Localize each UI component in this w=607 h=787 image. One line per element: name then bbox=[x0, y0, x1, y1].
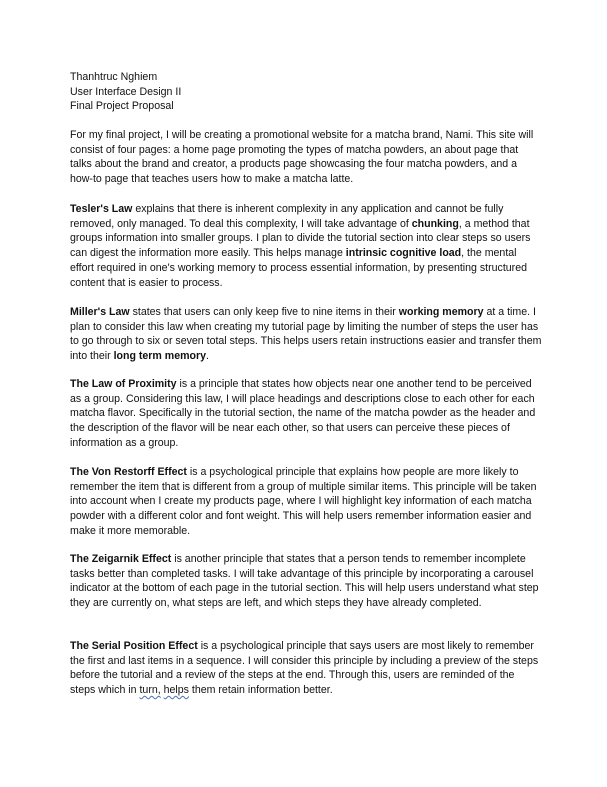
tesler-paragraph: Tesler's Law explains that there is inherent complexity in any application and cannot be fully removed, only managed. To deal this complexity, I will take advantage of chunking, a method that groups information into smaller groups. I plan to divide the tutorial section into clear steps so users can digest the information more easily. This helps manage intrinsic cognitive load, the mental effort required in one's working memory to process essential information, by presenting structured content that is easier to process. bbox=[70, 203, 531, 289]
restorff-term: The Von Restorff Effect bbox=[70, 466, 187, 478]
document-header bbox=[70, 70, 550, 114]
grammar-flag-helps: helps bbox=[163, 684, 189, 697]
long-term-memory-term: long term memory bbox=[113, 350, 206, 363]
working-memory-term: working memory bbox=[398, 306, 484, 318]
grammar-flag-turn: turn, bbox=[139, 684, 161, 697]
intro-paragraph: For my final project, I will be creating a promotional website for a matcha brand, Nami. This site will consist of four pages: a home page promoting the types of matcha powders, an about page that talks about the brand and creator, a products page showcasing the four matcha powders, and a how-to page that teaches users how to make a matcha latte. bbox=[70, 129, 534, 186]
document-title: Final Project Proposal bbox=[70, 100, 174, 113]
author-name: Thanhtruc Nghiem bbox=[70, 71, 158, 83]
intrinsic-load-term: intrinsic cognitive load bbox=[345, 247, 462, 260]
proximity-paragraph: The Law of Proximity is a principle that states how objects near one another tend to be perceived as a group. Considering this law, I will place headings and descriptions close to each other for each matcha flavor. Specifically in the tutorial section, the name of the matcha powder as the header and the description of the flavor will be near each other, so that users can perceive these pieces of information as a group. bbox=[70, 378, 536, 449]
restorff-paragraph: The Von Restorff Effect is a psychological principle that explains how people are more likely to remember the item that is different from a group of multiple similar items. This principle will be taken into account when I create my products page, where I will highlight key information of each matcha powder with a different color and font weight. This will help users remember information easier and make it more memorable. bbox=[70, 466, 537, 537]
miller-term: Miller's Law bbox=[70, 306, 130, 318]
zeigarnik-paragraph: The Zeigarnik Effect is another principle that states that a person tends to remember incomplete tasks better than completed tasks. I will take advantage of this principle by incorporating a carousel indicator at the bottom of each page in the tutorial section. This will help users understand what step they are currently on, what steps are left, and which steps they have already completed. bbox=[70, 553, 539, 610]
proximity-term: The Law of Proximity bbox=[70, 378, 177, 390]
course-name: User Interface Design II bbox=[70, 85, 182, 98]
chunking-term: chunking bbox=[411, 217, 459, 230]
serial-paragraph: The Serial Position Effect is a psychological principle that says users are most likely to remember the first and last items in a sequence. I will consider this principle by including a preview of the steps before the tutorial and a review of the steps at the end. Through this, users are reminded of the steps which in turn, helps them retain information better. bbox=[70, 640, 539, 697]
miller-paragraph: Miller's Law states that users can only keep five to nine items in their working memory at a time. I plan to consider this law when creating my tutorial page by limiting the number of steps the user has to go through to six or seven total steps. This helps users retain instructions easier and transfer them into their long term memory. bbox=[70, 306, 542, 363]
zeigarnik-term: The Zeigarnik Effect bbox=[70, 553, 172, 565]
tesler-term: Tesler's Law bbox=[70, 203, 133, 215]
serial-term: The Serial Position Effect bbox=[70, 640, 198, 652]
